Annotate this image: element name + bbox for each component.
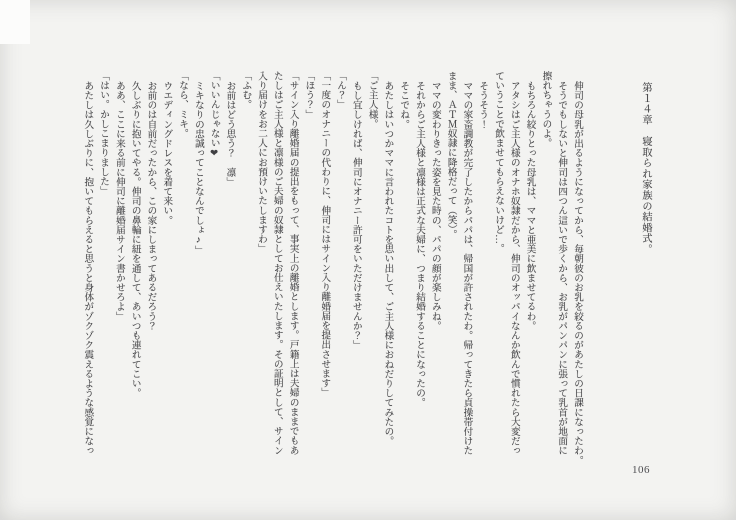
- text-line: そうそう！: [477, 80, 489, 129]
- text-line: それからご主人様と凛様は正式な夫婦に、つまり結婚することになったの。: [414, 80, 426, 407]
- page-number: 106: [632, 464, 650, 476]
- text-line: 久しぶりに抱いてやる。伸司の鼻輪に紐を通して、あいつも連れてこい。: [129, 80, 141, 398]
- chapter-heading: 第１４章 寝取られ家族の結婚式。: [640, 82, 651, 255]
- text-line: ママの変わりきった姿を見た時の、パパの顔が楽しみね。: [429, 80, 441, 331]
- text-line: 伸司の母乳が出るようになってから、毎朝彼のお乳を絞るのがあたしの日課になったわ。: [572, 80, 583, 465]
- text-line: あたしは久しぶりに、抱いてもらえると思うと身体がゾクゾク震えるような感覚になっ: [82, 80, 94, 455]
- text-line: お前はどう思う？ 凛」: [224, 80, 236, 187]
- text-line: 「いいんじゃない❤: [208, 71, 220, 159]
- text-line: もし宜しければ、伸司にオナニー許可をいただけませんか？」: [350, 80, 362, 350]
- text-line: ママの家畜調教が完了したからパパは、帰国が許されたわ。帰ってきたら貞操帯付けた: [461, 80, 473, 455]
- text-line: 「なら、ミキ。: [177, 71, 189, 139]
- text-line: 「ふむ。: [240, 71, 252, 110]
- text-line: ウエディングドレスを着て来い。: [161, 80, 173, 225]
- text-line: ああ、ここに来る前に伸司に離婚届サイン書かせろよ」: [113, 80, 125, 321]
- text-line: 「はい。かしこまりました」: [98, 71, 110, 196]
- text-block: [80, 71, 586, 465]
- text-line: 擦れちゃうのよ。: [540, 71, 552, 148]
- text-line: 「一度のオナニーの代わりに、伸司にはサイン入り離婚届を提出させます」: [319, 71, 331, 398]
- text-line: もちろん絞りとった母乳は、ママと亜美に飲ませてるわ。: [524, 80, 536, 331]
- text-line: 「ご主人様。: [366, 71, 378, 129]
- scan-corner-artifact: [0, 0, 30, 44]
- text-line: アタシはご主人様のオナホ奴隷だから、伸司のオッパイなんか飲んで慣れたら大変だっ: [508, 80, 520, 455]
- text-line: 入り届けをお二人にお預けいたしますわ」: [256, 71, 268, 254]
- text-line: たしはご主人様と凛様のご夫婦の奴隷としてお仕えいたします。その証明として、サイン: [271, 71, 283, 455]
- text-line: そこでね。: [398, 80, 410, 129]
- text-line: 「サイン入り離婚届の提出をもって、事実上の離婚とします。戸籍上は夫婦のままでもあ: [287, 71, 299, 455]
- text-line: まま、ＡＴＭ奴隷に降格だって（笑）。: [445, 71, 457, 239]
- text-line: ミキなりの忠誠ってことなんでしょ♪」: [192, 80, 204, 255]
- text-line: ていうことで飲ませてもらえないけど…。: [493, 71, 505, 254]
- text-line: 「ほう？」: [303, 71, 315, 119]
- text-line: 「ん？」: [335, 71, 347, 110]
- text-line: お前のは自前だったから、この家にしまってあるだろう？: [145, 80, 157, 331]
- text-line: あたしはいつかママに言われたコトを思い出して、ご主人様におねだりしてみたの。: [382, 80, 394, 446]
- text-line: そうでもしないと伸司は四つん這いで歩くから、お乳がパンパンに張って乳首が地面に: [556, 80, 568, 455]
